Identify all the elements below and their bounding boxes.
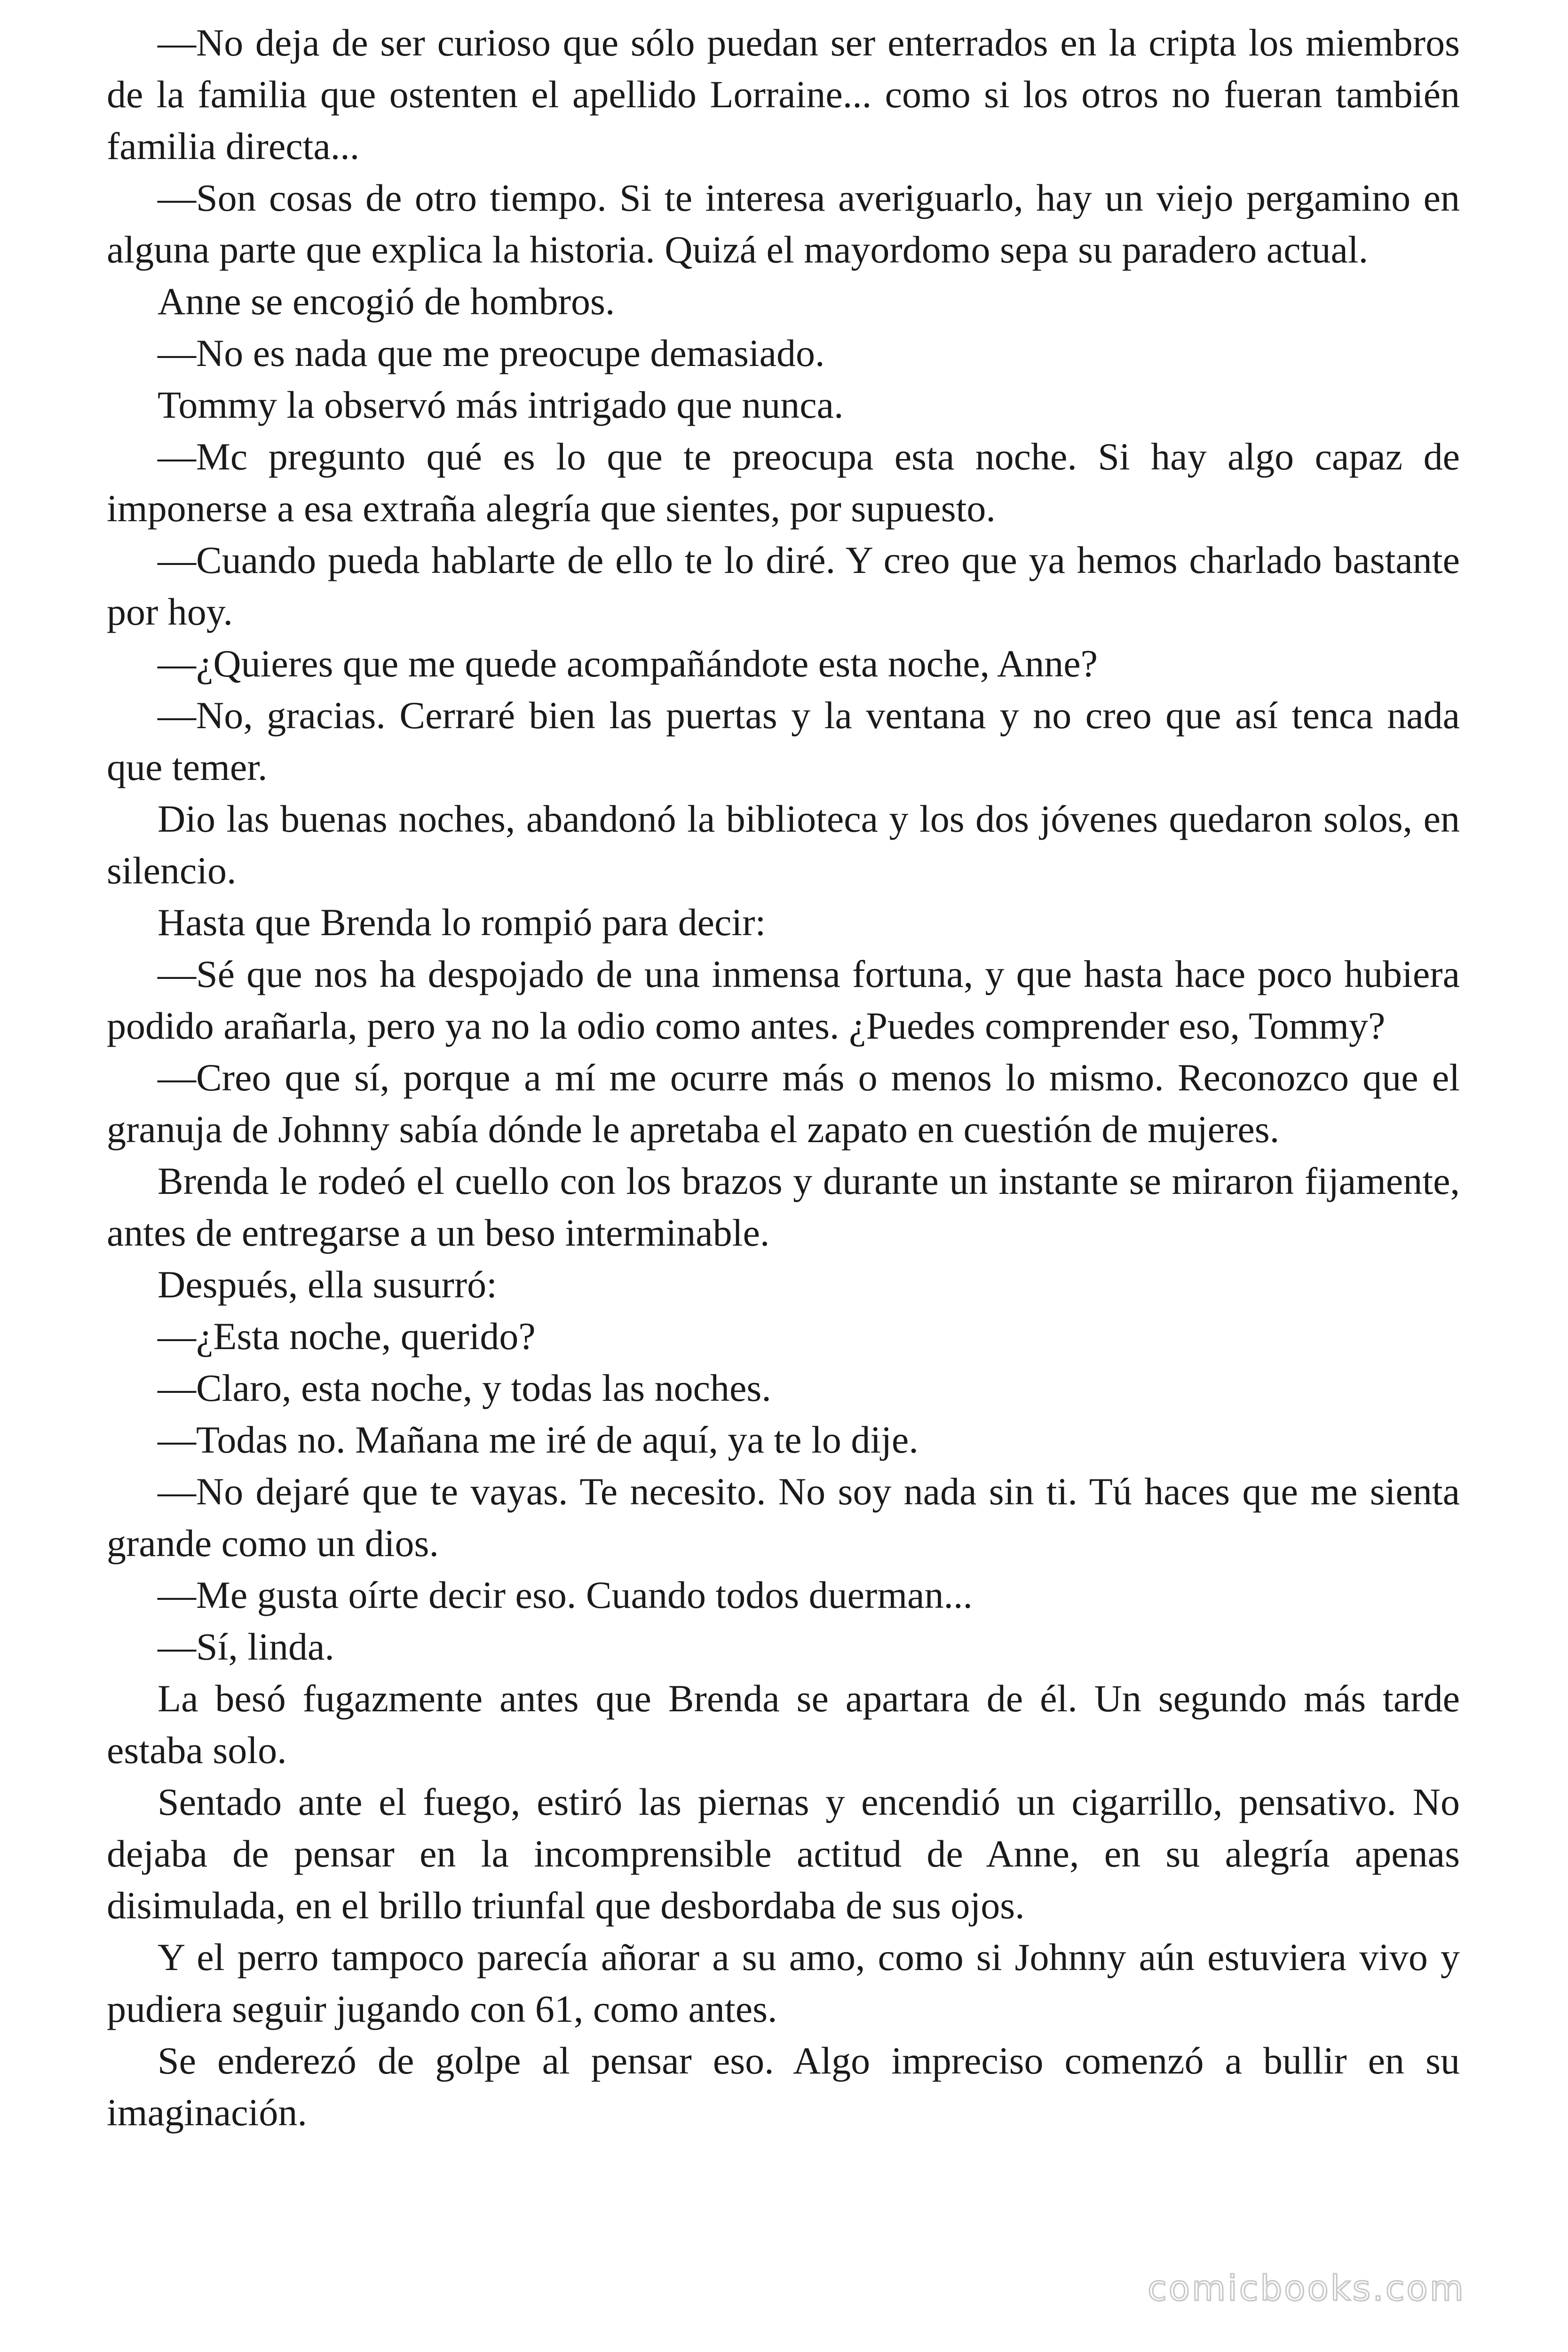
paragraph-21: —Sí, linda. [158, 1625, 334, 1668]
paragraph-18: —Todas no. Mañana me iré de aquí, ya te lo dije. [158, 1418, 919, 1461]
paragraph-23: Sentado ante el fuego, estiró las piernas y encendió un cigarrillo, pensativo. No dejaba de pensar en la incomprensible actitud de Anne, en su alegría apenas disimulada, en el brillo triunfal que desbordaba de sus ojos. [107, 1780, 1460, 1927]
paragraph-25: Se enderezó de golpe al pensar eso. Algo impreciso comenzó a bullir en su imaginación. [107, 2039, 1460, 2134]
paragraph-7: —Cuando pueda hablarte de ello te lo diré. Y creo que ya hemos charlado bastante por hoy. [107, 539, 1460, 633]
paragraph-1: —No deja de ser curioso que sólo puedan ser enterrados en la cripta los miembros de la familia que ostenten el apellido Lorraine... como si los otros no fueran también familia directa... [107, 21, 1460, 167]
watermark: comicbooks.com [1148, 2268, 1465, 2309]
paragraph-4: —No es nada que me preocupe demasiado. [158, 332, 825, 374]
paragraph-17: —Claro, esta noche, y todas las noches. [158, 1367, 771, 1409]
paragraph-14: Brenda le rodeó el cuello con los brazos y durante un instante se miraron fijamente, antes de entregarse a un beso interminable. [107, 1160, 1460, 1254]
paragraph-22: La besó fugazmente antes que Brenda se apartara de él. Un segundo más tarde estaba solo. [107, 1677, 1460, 1772]
paragraph-13: —Creo que sí, porque a mí me ocurre más o menos lo mismo. Reconozco que el granuja de Johnny sabía dónde le apretaba el zapato en cuestión de mujeres. [107, 1056, 1460, 1151]
paragraph-20: —Me gusta oírte decir eso. Cuando todos duerman... [158, 1573, 973, 1616]
paragraph-15: Después, ella susurró: [158, 1263, 497, 1306]
paragraph-2: —Son cosas de otro tiempo. Si te interesa averiguarlo, hay un viejo pergamino en alguna parte que explica la historia. Quizá el mayordomo sepa su paradero actual. [107, 176, 1460, 271]
paragraph-24: Y el perro tampoco parecía añorar a su amo, como si Johnny aún estuviera vivo y pudiera seguir jugando con 61, como antes. [107, 1936, 1460, 2030]
paragraph-10: Dio las buenas noches, abandonó la biblioteca y los dos jóvenes quedaron solos, en silencio. [107, 797, 1460, 892]
paragraph-9: —No, gracias. Cerraré bien las puertas y la ventana y no creo que así tenca nada que temer. [107, 694, 1460, 788]
paragraph-8: —¿Quieres que me quede acompañándote esta noche, Anne? [158, 642, 1098, 685]
paragraph-11: Hasta que Brenda lo rompió para decir: [158, 901, 766, 944]
paragraph-16: —¿Esta noche, querido? [158, 1315, 536, 1358]
paragraph-12: —Sé que nos ha despojado de una inmensa fortuna, y que hasta hace poco hubiera podido arañarla, pero ya no la odio como antes. ¿Puedes comprender eso, Tommy? [107, 953, 1460, 1047]
paragraph-6: —Mc pregunto qué es lo que te preocupa esta noche. Si hay algo capaz de imponerse a esa extraña alegría que sientes, por supuesto. [107, 435, 1460, 530]
book-page [107, 17, 1460, 2138]
paragraph-19: —No dejaré que te vayas. Te necesito. No soy nada sin ti. Tú haces que me sienta grande como un dios. [107, 1470, 1460, 1565]
paragraph-3: Anne se encogió de hombros. [158, 280, 615, 323]
paragraph-5: Tommy la observó más intrigado que nunca. [158, 383, 844, 426]
